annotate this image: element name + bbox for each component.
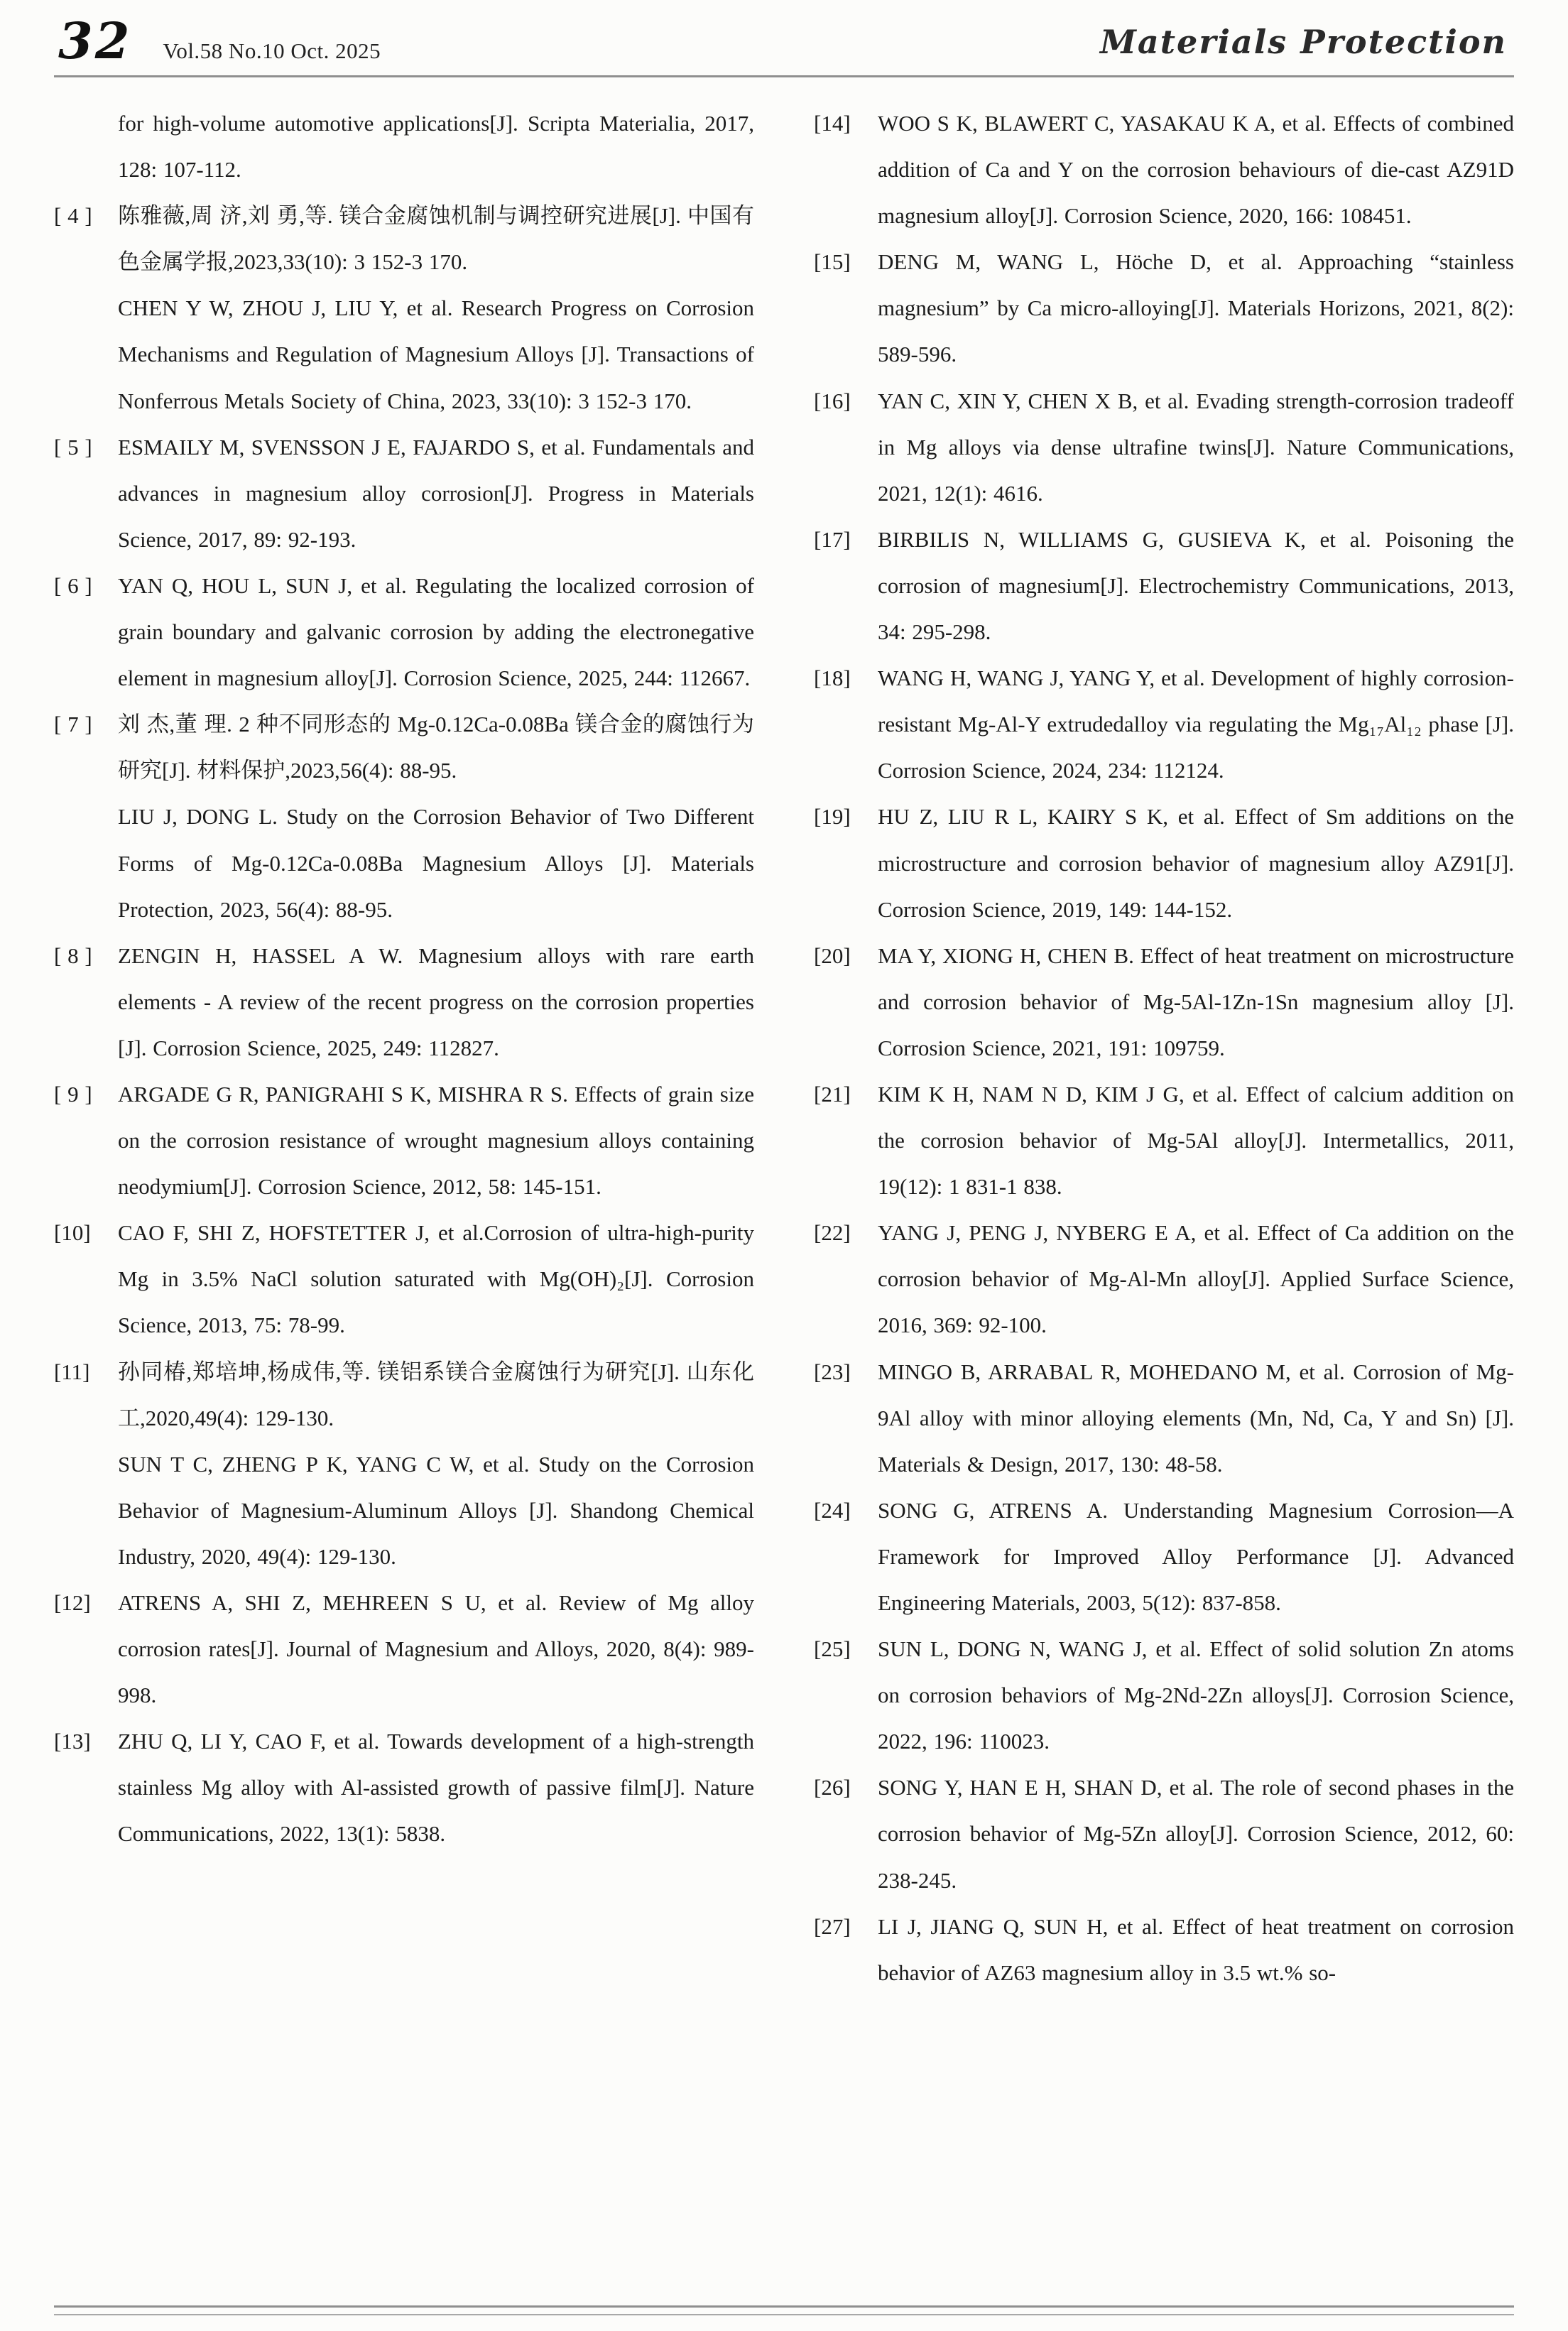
reference-number: [ 7 ] <box>54 712 92 737</box>
reference-text: ESMAILY M, SVENSSON J E, FAJARDO S, et al. Fundamentals and advances in magnesium alloy corrosion[J]. Progress in Materials Science, 2017, 89: 92-193. <box>118 434 754 552</box>
reference-text: 孙同椿,郑培坤,杨成伟,等. 镁铝系镁合金腐蚀行为研究[J]. 山东化工,2020,49(4): 129-130. <box>118 1359 754 1430</box>
reference-text: YAN C, XIN Y, CHEN X B, et al. Evading strength-corrosion tradeoff in Mg alloys via dense ultrafine twins[J]. Nature Communications, 2021, 12(1): 4616. <box>878 388 1514 506</box>
reference-text: YANG J, PENG J, NYBERG E A, et al. Effect of Ca addition on the corrosion behavior of Mg-Al-Mn alloy[J]. Applied Surface Science, 2016, 369: 92-100. <box>878 1220 1514 1338</box>
reference-text: SUN L, DONG N, WANG J, et al. Effect of solid solution Zn atoms on corrosion behaviors of Mg-2Nd-2Zn alloys[J]. Corrosion Science, 2022, 196: 110023. <box>878 1636 1514 1754</box>
reference-number: [ 5 ] <box>54 434 92 460</box>
reference-text: ARGADE G R, PANIGRAHI S K, MISHRA R S. Effects of grain size on the corrosion resistance of wrought magnesium alloys containing neodymium[J]. Corrosion Science, 2012, 58: 145-151. <box>118 1081 754 1200</box>
reference-number: [ 4 ] <box>54 203 92 229</box>
reference-number: [12] <box>54 1590 91 1615</box>
reference-entry <box>814 1764 1514 1903</box>
reference-text: MA Y, XIONG H, CHEN B. Effect of heat treatment on microstructure and corrosion behavior of Mg-5Al-1Zn-1Sn magnesium alloy [J]. Corrosion Science, 2021, 191: 109759. <box>878 942 1514 1060</box>
reference-text: SONG G, ATRENS A. Understanding Magnesium Corrosion—A Framework for Improved Alloy Performance [J]. Advanced Engineering Materials, 2003, 5(12): 837-858. <box>878 1497 1514 1615</box>
reference-text: YAN Q, HOU L, SUN J, et al. Regulating the localized corrosion of grain boundary and galvanic corrosion by adding the electronegative element in magnesium alloy[J]. Corrosion Science, 2025, 244: 112667. <box>118 572 754 691</box>
reference-entry <box>814 1071 1514 1210</box>
page-number: 32 <box>58 11 132 70</box>
reference-text: MINGO B, ARRABAL R, MOHEDANO M, et al. Corrosion of Mg-9Al alloy with minor alloying elements (Mn, Nd, Ca, Y and Sn) [J]. Materials & Design, 2017, 130: 48-58. <box>878 1359 1514 1477</box>
issue-info: Vol.58 No.10 Oct. 2025 <box>163 38 381 63</box>
reference-number: [13] <box>54 1729 91 1754</box>
reference-number: [21] <box>814 1081 851 1107</box>
reference-text: SUN T C, ZHENG P K, YANG C W, et al. Study on the Corrosion Behavior of Magnesium-Aluminum Alloys [J]. Shandong Chemical Industry, 2020, 49(4): 129-130. <box>118 1451 754 1569</box>
reference-number: [16] <box>814 388 851 413</box>
reference-entry <box>814 516 1514 655</box>
reference-number: [14] <box>814 111 851 136</box>
reference-entry <box>814 793 1514 932</box>
reference-entry <box>814 1903 1514 1996</box>
reference-text: ATRENS A, SHI Z, MEHREEN S U, et al. Review of Mg alloy corrosion rates[J]. Journal of Magnesium and Alloys, 2020, 8(4): 989-998. <box>118 1590 754 1708</box>
reference-number: [17] <box>814 526 851 552</box>
reference-entry <box>814 1349 1514 1487</box>
reference-number: [ 9 ] <box>54 1081 92 1107</box>
reference-entry <box>54 1580 754 1718</box>
reference-number: [15] <box>814 249 851 275</box>
reference-text: CAO F, SHI Z, HOFSTETTER J, et al.Corrosion of ultra-high-purity Mg in 3.5% NaCl solution saturated with Mg(OH)₂[J]. Corrosion Science, 2013, 75: 78-99. <box>118 1220 754 1338</box>
header-rule <box>54 75 1514 77</box>
reference-number: [25] <box>814 1636 851 1662</box>
reference-text: WANG H, WANG J, YANG Y, et al. Development of highly corrosion-resistant Mg-Al-Y extrudedalloy via regulating the Mg₁₇Al₁₂ phase [J]. Corrosion Science, 2024, 234: 112124. <box>878 665 1514 783</box>
ref-column-right <box>814 100 1514 2273</box>
reference-continuation <box>54 100 754 192</box>
reference-text: LIU J, DONG L. Study on the Corrosion Behavior of Two Different Forms of Mg-0.12Ca-0.08Ba Magnesium Alloys [J]. Materials Protection, 2023, 56(4): 88-95. <box>118 804 754 922</box>
reference-number: [23] <box>814 1359 851 1384</box>
reference-text: HU Z, LIU R L, KAIRY S K, et al. Effect of Sm additions on the microstructure and corrosion behavior of magnesium alloy AZ91[J]. Corrosion Science, 2019, 149: 144-152. <box>878 804 1514 922</box>
reference-continuation <box>54 1441 754 1580</box>
reference-continuation <box>54 285 754 423</box>
reference-number: [22] <box>814 1220 851 1246</box>
reference-entry <box>814 1210 1514 1348</box>
reference-entry <box>814 239 1514 377</box>
reference-text: ZHU Q, LI Y, CAO F, et al. Towards development of a high-strength stainless Mg alloy with Al-assisted growth of passive film[J]. Nature Communications, 2022, 13(1): 5838. <box>118 1729 754 1847</box>
reference-text: SONG Y, HAN E H, SHAN D, et al. The role of second phases in the corrosion behavior of Mg-5Zn alloy[J]. Corrosion Science, 2012, 60: 238-245. <box>878 1775 1514 1893</box>
footer-rule <box>54 2305 1514 2315</box>
reference-entry <box>814 100 1514 239</box>
reference-number: [20] <box>814 942 851 968</box>
reference-number: [26] <box>814 1775 851 1800</box>
reference-entry <box>54 701 754 793</box>
reference-number: [ 6 ] <box>54 572 92 598</box>
reference-text: CHEN Y W, ZHOU J, LIU Y, et al. Research Progress on Corrosion Mechanisms and Regulation of Magnesium Alloys [J]. Transactions of Nonferrous Metals Society of China, 2023, 33(10): 3 152-3 170. <box>118 295 754 413</box>
reference-continuation <box>54 793 754 932</box>
reference-text: WOO S K, BLAWERT C, YASAKAU K A, et al. Effects of combined addition of Ca and Y on the corrosion behaviours of die-cast AZ91D magnesium alloy[J]. Corrosion Science, 2020, 166: 108451. <box>878 111 1514 229</box>
reference-entry <box>54 424 754 563</box>
reference-number: [18] <box>814 665 851 691</box>
reference-entry <box>814 1487 1514 1626</box>
references-body <box>54 100 1514 2273</box>
reference-entry <box>54 1071 754 1210</box>
ref-column-left <box>54 100 754 2273</box>
reference-entry <box>814 933 1514 1071</box>
reference-text: for high-volume automotive applications[J]. Scripta Materialia, 2017, 128: 107-112. <box>118 111 754 183</box>
reference-number: [ 8 ] <box>54 942 92 968</box>
reference-entry <box>54 563 754 701</box>
reference-text: KIM K H, NAM N D, KIM J G, et al. Effect of calcium addition on the corrosion behavior of Mg-5Al alloy[J]. Intermetallics, 2011, 19(12): 1 831-1 838. <box>878 1081 1514 1200</box>
reference-text: BIRBILIS N, WILLIAMS G, GUSIEVA K, et al. Poisoning the corrosion of magnesium[J]. Electrochemistry Communications, 2013, 34: 295-298. <box>878 526 1514 645</box>
page-header <box>54 11 1514 75</box>
reference-number: [24] <box>814 1497 851 1523</box>
reference-text: ZENGIN H, HASSEL A W. Magnesium alloys with rare earth elements - A review of the recent progress on the corrosion properties [J]. Corrosion Science, 2025, 249: 112827. <box>118 942 754 1060</box>
reference-entry <box>54 933 754 1071</box>
header-left <box>58 11 381 70</box>
journal-name: Materials Protection <box>1099 23 1507 61</box>
reference-entry <box>54 1718 754 1857</box>
reference-text: LI J, JIANG Q, SUN H, et al. Effect of heat treatment on corrosion behavior of AZ63 magnesium alloy in 3.5 wt.% so- <box>878 1913 1514 1985</box>
reference-text: DENG M, WANG L, Höche D, et al. Approaching “stainless magnesium” by Ca micro-alloying[J]. Materials Horizons, 2021, 8(2): 589-596. <box>878 249 1514 367</box>
reference-text: 陈雅薇,周 济,刘 勇,等. 镁合金腐蚀机制与调控研究进展[J]. 中国有色金属学报,2023,33(10): 3 152-3 170. <box>118 203 754 275</box>
reference-entry <box>54 192 754 285</box>
reference-entry <box>814 378 1514 516</box>
reference-entry <box>814 655 1514 793</box>
reference-number: [10] <box>54 1220 91 1246</box>
reference-number: [19] <box>814 804 851 830</box>
reference-number: [11] <box>54 1359 90 1384</box>
reference-entry <box>54 1210 754 1348</box>
reference-entry <box>54 1349 754 1441</box>
reference-entry <box>814 1626 1514 1764</box>
reference-text: 刘 杰,董 理. 2 种不同形态的 Mg-0.12Ca-0.08Ba 镁合金的腐蚀行为研究[J]. 材料保护,2023,56(4): 88-95. <box>118 712 754 783</box>
reference-number: [27] <box>814 1913 851 1939</box>
